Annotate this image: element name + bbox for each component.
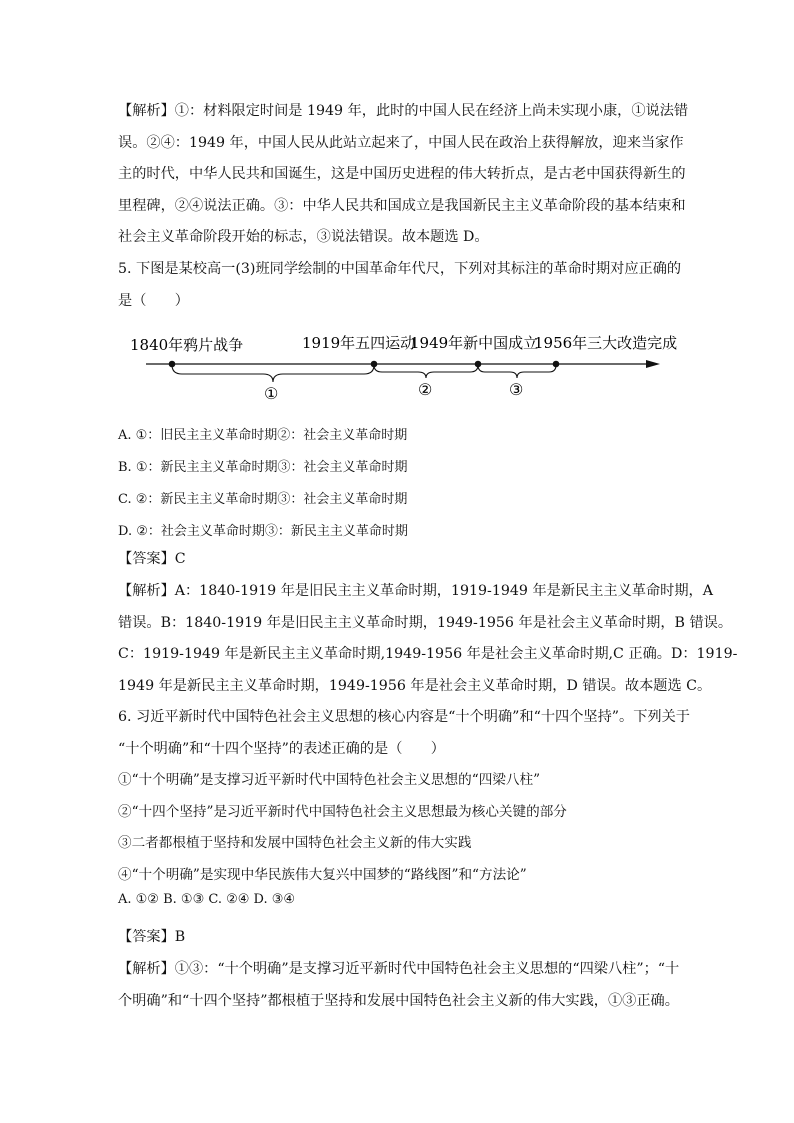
statement-3: ③二者都根植于坚持和发展中国特色社会主义新的伟大实践 [118, 835, 472, 851]
answer-text: 【答案】B [118, 929, 186, 945]
stem-line: 5. 下图是某校高一(3)班同学绘制的中国革命年代尺，下列对其标注的革命时期对应正确的 [118, 261, 682, 277]
answer-q5 [118, 544, 688, 576]
analysis-line: C：1919-1949 年是新民主主义革命时期,1949-1956 年是社会主义革命时期,C 正确。D：1919- [118, 646, 738, 662]
analysis-line: 误。②④：1949 年，中国人民从此站立起来了，中国人民在政治上获得解放，迎来当家作 [118, 134, 684, 151]
analysis-line: 里程碑，②④说法正确。③：中华人民共和国成立是我国新民主主义革命阶段的基本结束和 [118, 197, 686, 214]
timeline-event-1949: 1949年新中国成立 [410, 334, 539, 352]
option-d: D. ②：社会主义革命时期③：新民主主义革命时期 [118, 524, 408, 539]
analysis-line: 【解析】①：材料限定时间是 1949 年，此时的中国人民在经济上尚未实现小康，①说法错 [118, 103, 689, 119]
analysis-q5 [118, 576, 738, 702]
timeline-marker-1: ① [264, 384, 279, 403]
option-b: B. ①：新民主主义革命时期③：社会主义革命时期 [118, 460, 408, 475]
analysis-q6 [118, 954, 688, 1017]
analysis-q4 [118, 96, 688, 254]
statement-1: ①“十个明确”是支撑习近平新时代中国特色社会主义思想的“四梁八柱” [118, 772, 541, 788]
stem-line: 是（ ） [118, 292, 189, 309]
answer-q6 [118, 922, 688, 954]
timeline-brace-3 [478, 365, 556, 378]
statement-4: ④“十个明确”是实现中华民族伟大复兴中国梦的“路线图”和“方法论” [118, 866, 527, 883]
analysis-line: 1949 年是新民主主义革命时期，1949-1956 年是社会主义革命时期，D 错误。故本题选 C。 [118, 677, 712, 694]
timeline-brace-2 [374, 365, 478, 378]
question-6-stem [118, 702, 688, 765]
timeline-event-1919: 1919年五四运动 [302, 334, 416, 352]
timeline-marker-2: ② [418, 380, 433, 399]
analysis-line: 【解析】①③：“十个明确”是支撑习近平新时代中国特色社会主义思想的“四梁八柱”；“十 [118, 961, 680, 977]
timeline-arrowhead [646, 360, 660, 368]
stem-line: “十个明确”和“十四个坚持”的表述正确的是（ ） [118, 740, 445, 757]
analysis-line: 社会主义革命阶段开始的标志，③说法错误。故本题选 D。 [118, 229, 489, 245]
statement-2: ②“十四个坚持”是习近平新时代中国特色社会主义思想最为核心关键的部分 [118, 803, 567, 820]
timeline-event-1956: 1956年三大改造完成 [534, 334, 678, 352]
revolution-timeline [120, 328, 680, 408]
question-5-stem [118, 254, 688, 317]
analysis-line: 个明确”和“十四个坚持”都根植于坚持和发展中国特色社会主义新的伟大实践，①③正确。 [118, 992, 679, 1009]
option-c: C. ②：新民主主义革命时期③：社会主义革命时期 [118, 492, 408, 507]
analysis-line: 【解析】A：1840-1919 年是旧民主主义革命时期，1919-1949 年是新民主主义革命时期，A [118, 583, 713, 599]
timeline-brace-1 [172, 365, 374, 382]
question-6-choices: A. ①② B. ①③ C. ②④ D. ③④ [118, 892, 296, 907]
timeline-marker-3: ③ [509, 380, 524, 399]
question-6-statements [118, 765, 688, 891]
answer-text: 【答案】C [118, 551, 186, 567]
analysis-line: 主的时代，中华人民共和国诞生，这是中国历史进程的伟大转折点，是古老中国获得新生的 [118, 166, 686, 182]
option-a: A. ①：旧民主主义革命时期②：社会主义革命时期 [118, 428, 408, 443]
stem-line: 6. 习近平新时代中国特色社会主义思想的核心内容是“十个明确”和“十四个坚持”。下列关于 [118, 709, 690, 725]
analysis-line: 错误。B：1840-1919 年是旧民主主义革命时期，1949-1956 年是社会主义革命时期，B 错误。 [118, 614, 733, 631]
timeline-event-1840: 1840年鸦片战争 [130, 336, 244, 354]
